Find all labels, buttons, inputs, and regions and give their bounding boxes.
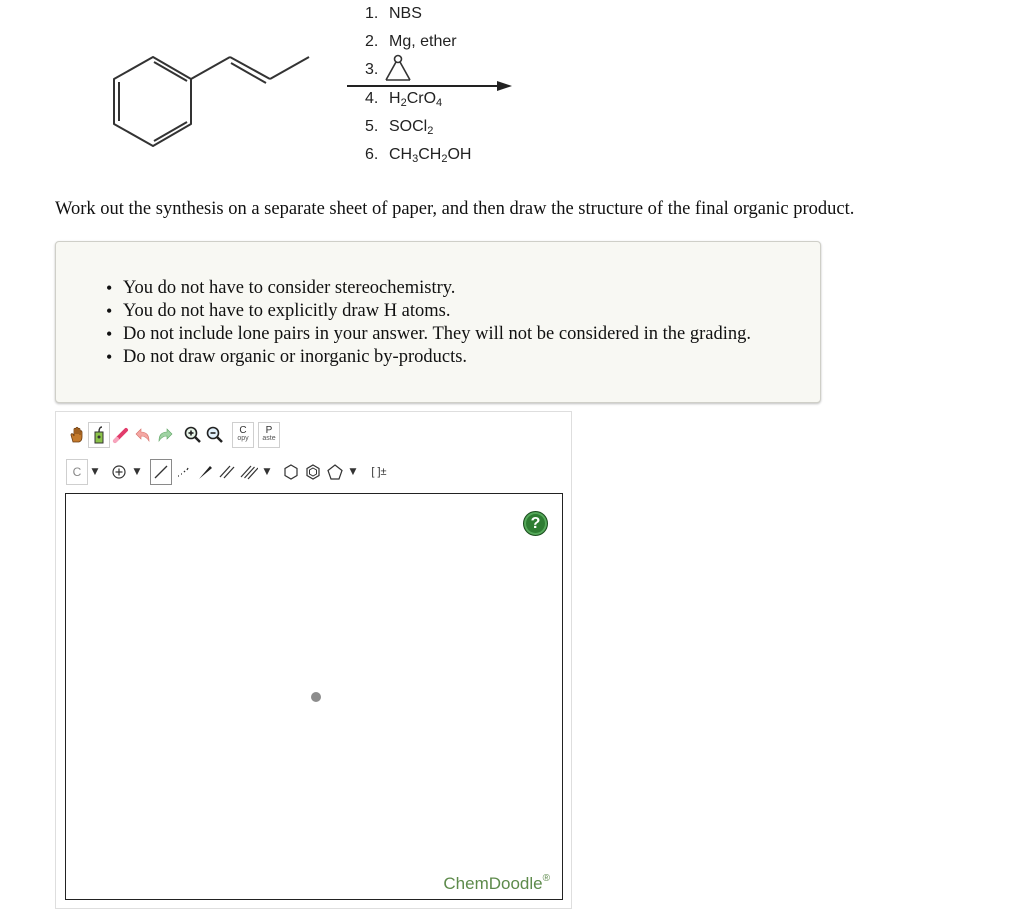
pentagon-ring-icon[interactable] — [324, 459, 346, 485]
formula-part: CrO — [406, 90, 437, 107]
redo-icon[interactable] — [154, 422, 176, 448]
copy-label-top: C — [239, 425, 247, 436]
triple-bond-icon[interactable] — [238, 459, 260, 485]
reagent-number: 3. — [365, 61, 379, 78]
reagent-text: NBS — [389, 5, 422, 22]
reagent-5 — [365, 118, 433, 137]
lasso-icon[interactable] — [88, 422, 110, 448]
zoom-out-icon[interactable] — [204, 422, 226, 448]
reaction-scheme — [0, 0, 1024, 180]
question-prompt: Work out the synthesis on a separate sheet of paper, and then draw the structure of the final organic product. — [55, 199, 855, 219]
structure-editor — [55, 411, 572, 909]
paste-button[interactable] — [258, 422, 280, 448]
chevron-down-icon[interactable]: ▼ — [263, 467, 271, 477]
reagent-1 — [365, 5, 422, 23]
instruction-item: • You do not have to explicitly draw H atoms. — [123, 300, 751, 323]
reagent-2 — [365, 33, 457, 51]
wedge-bond-icon[interactable] — [194, 459, 216, 485]
reagent-number: 5. — [365, 118, 379, 135]
formula-subscript: 2 — [427, 125, 434, 137]
hexagon-ring-icon[interactable] — [280, 459, 302, 485]
drawing-canvas[interactable] — [65, 493, 563, 900]
formula-part: SOCl — [389, 118, 428, 135]
single-bond-icon[interactable] — [150, 459, 172, 485]
pan-hand-icon[interactable] — [66, 422, 88, 448]
reagent-number: 4. — [365, 90, 379, 107]
benzene-ring-icon[interactable] — [302, 459, 324, 485]
formula-subscript: 2 — [441, 153, 448, 165]
formula-part: H — [389, 90, 401, 107]
formula-subscript: 4 — [436, 97, 443, 109]
instruction-item: • Do not include lone pairs in your answer. They will not be considered in the grading. — [123, 323, 751, 346]
zoom-in-icon[interactable] — [182, 422, 204, 448]
chevron-down-icon[interactable]: ▼ — [133, 467, 141, 477]
reagent-number: 2. — [365, 33, 379, 50]
paste-label-top: P — [265, 425, 273, 436]
instruction-item: • You do not have to consider stereochemistry. — [123, 277, 751, 300]
canvas-cursor-dot — [311, 692, 321, 702]
formula-subscript: 2 — [400, 97, 407, 109]
formula-part: OH — [447, 146, 472, 163]
eraser-icon[interactable] — [110, 422, 132, 448]
hashed-bond-icon[interactable] — [172, 459, 194, 485]
instructions-panel — [55, 241, 821, 403]
reagent-number: 6. — [365, 146, 379, 163]
charge-plus-icon[interactable] — [108, 459, 130, 485]
instruction-item: • Do not draw organic or inorganic by-products. — [123, 346, 751, 369]
chevron-down-icon[interactable]: ▼ — [349, 467, 357, 477]
brand-name: ChemDoodle — [443, 874, 543, 893]
copy-button[interactable] — [232, 422, 254, 448]
formula-part: CH — [389, 146, 413, 163]
copy-label-bottom: opy — [237, 435, 249, 442]
help-button[interactable]: ? — [523, 511, 548, 536]
element-picker-button[interactable]: C — [66, 459, 88, 485]
toolbar-row-1 — [66, 422, 280, 448]
reagent-4 — [365, 90, 442, 109]
bracket-button[interactable]: [ ]± — [371, 466, 387, 478]
starting-material-structure — [0, 0, 340, 180]
paste-label-bottom: aste — [262, 435, 276, 442]
instructions-list — [123, 277, 751, 369]
undo-icon[interactable] — [132, 422, 154, 448]
reagent-text: Mg, ether — [389, 33, 457, 50]
toolbar-row-2 — [66, 459, 392, 485]
chemdoodle-logo — [443, 873, 550, 894]
formula-part: CH — [418, 146, 442, 163]
brand-mark: ® — [542, 873, 550, 884]
double-bond-icon[interactable] — [216, 459, 238, 485]
formula-subscript: 3 — [412, 153, 419, 165]
reagent-6 — [365, 146, 471, 165]
chevron-down-icon[interactable]: ▼ — [91, 467, 99, 477]
reagent-number: 1. — [365, 5, 379, 22]
